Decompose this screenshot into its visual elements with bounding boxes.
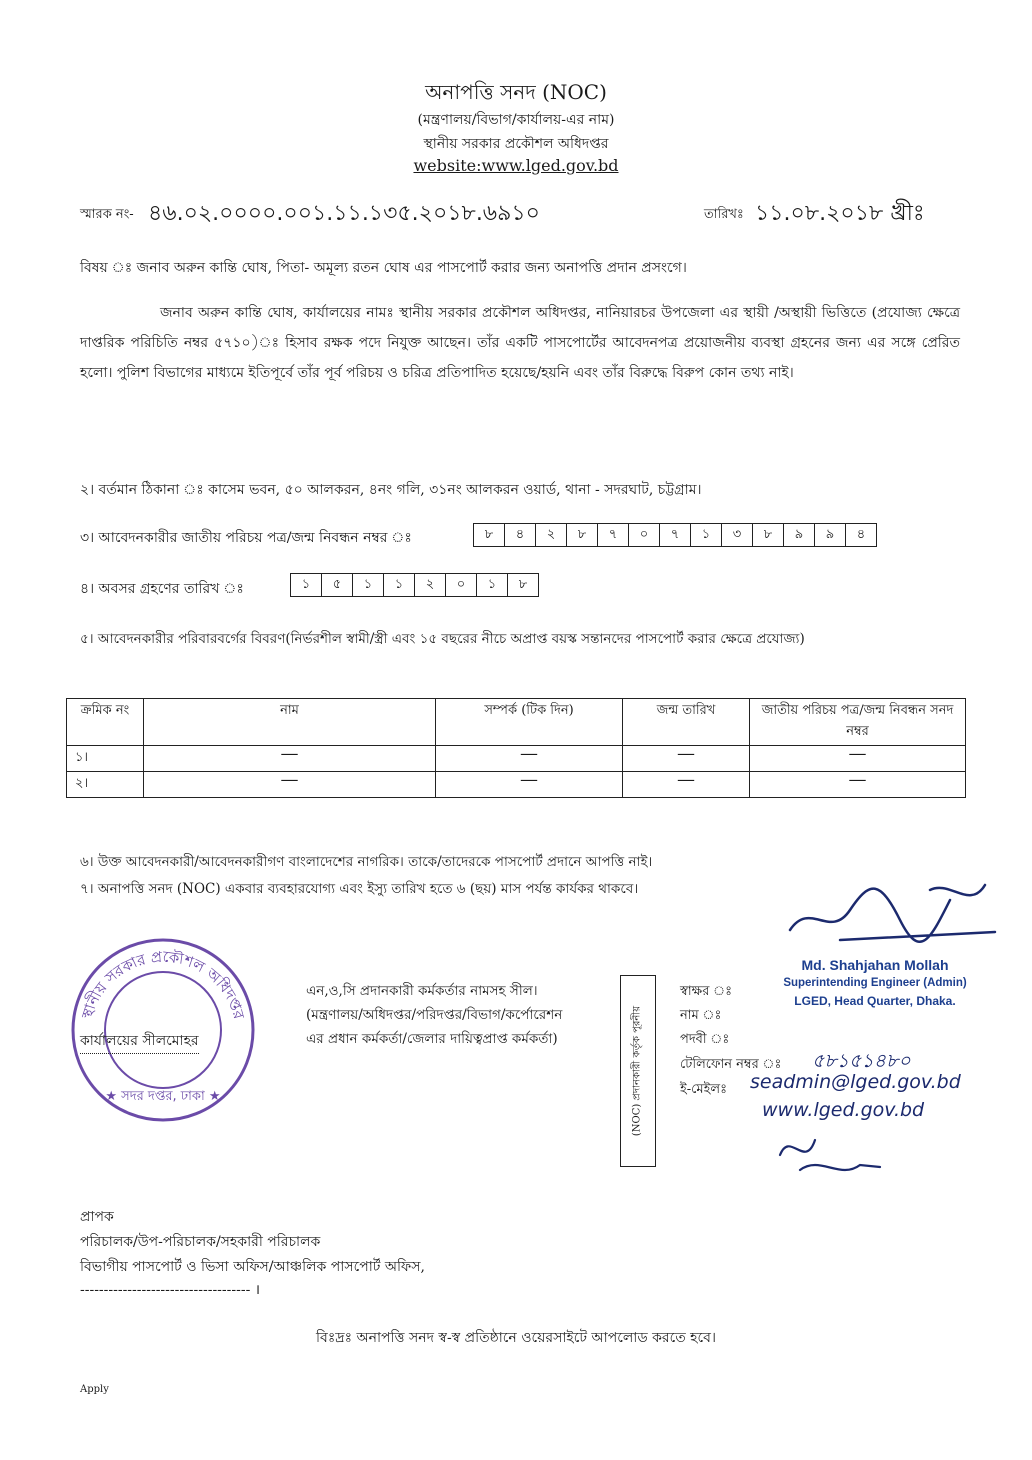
recipient-line1: পরিচালক/উপ-পরিচালক/সহকারী পরিচালক <box>80 1234 321 1250</box>
seal-ring-text: স্থানীয় সরকার প্রকৌশল অধিদপ্তর <box>77 947 249 1021</box>
retirement-digit: ১ <box>291 574 322 596</box>
phone-label: টেলিফোন নম্বর ঃ <box>680 1057 782 1072</box>
cell-birth-date: — <box>623 746 750 772</box>
retirement-date-label: ৪। অবসর গ্রহণের তারিখ ঃ <box>80 581 244 597</box>
nid-digit: ৯ <box>784 524 815 546</box>
nid-digit: ৮ <box>567 524 598 546</box>
svg-text:স্থানীয় সরকার প্রকৌশল অধিদপ্ত <box>78 947 249 1022</box>
col-serial: ক্রমিক নং <box>67 699 144 746</box>
nid-digit: ৪ <box>505 524 536 546</box>
retirement-digit: ২ <box>415 574 446 596</box>
col-relation: সম্পর্ক (টিক দিন) <box>436 699 623 746</box>
web-value: www.lged.gov.bd <box>762 1099 925 1121</box>
upload-note: বিঃদ্রঃ অনাপত্তি সনদ স্ব-স্ব প্রতিষ্ঠানে ওয়েরসাইটে আপলোড করতে হবে। <box>316 1330 716 1346</box>
website-link[interactable]: website:www.lged.gov.bd <box>413 156 619 175</box>
retirement-date-boxes <box>290 573 539 597</box>
nid-digit: ২ <box>536 524 567 546</box>
document-title: অনাপত্তি সনদ (NOC) <box>425 80 607 104</box>
handwritten-signature <box>780 870 1010 950</box>
retirement-digit: ০ <box>446 574 477 596</box>
officer-note-line1: এন,ও,সি প্রদানকারী কর্মকর্তার নামসহ সীল। <box>306 983 538 999</box>
cell-relation: — <box>436 746 623 772</box>
officer-note-line3: এর প্রধান কর্মকর্তা/জেলার দায়িত্বপ্রাপ্ত কর্মকর্তা) <box>306 1031 558 1047</box>
nid-digit: ৩ <box>722 524 753 546</box>
designation-label: পদবী ঃ <box>680 1032 730 1047</box>
nid-digit: ১ <box>691 524 722 546</box>
table-row <box>67 746 966 772</box>
retirement-digit: ৫ <box>322 574 353 596</box>
nid-digit: ৮ <box>474 524 505 546</box>
cell-name: — <box>144 772 436 798</box>
retirement-digit: ১ <box>384 574 415 596</box>
signer-office: LGED, Head Quarter, Dhaka. <box>794 994 956 1008</box>
nid-digit: ৯ <box>815 524 846 546</box>
family-table <box>66 698 966 798</box>
nid-digit: ৪ <box>856 527 866 542</box>
office-name: স্থানীয় সরকার প্রকৌশল অধিদপ্তর <box>423 136 609 152</box>
ministry-name-hint: (মন্ত্রণালয়/বিভাগ/কার্যালয়-এর নাম) <box>417 112 615 128</box>
citizenship-statement: ৬। উক্ত আবেদনকারী/আবেদনকারীগণ বাংলাদেশের নাগরিক। তাকে/তাদেরকে পাসপোর্ট প্রদানে আপত্তি নাই। <box>80 854 653 870</box>
body-paragraph: জনাব অরুন কান্তি ঘোষ, কার্যালয়ের নামঃ স্থানীয় সরকার প্রকৌশল অধিদপ্তর, নানিয়ারচর উপজেলা এর স্থায়ী /অস্থায়ী ভিত্তিতে (প্রযোজ্য ক্ষেত্রে দাপ্তরিক পরিচিতি নম্বর ৫৭১০)ঃ হিসাব রক্ষক পদে নিযুক্ত আছেন। তাঁর একটি পাসপোর্টের আবেদনপত্র প্রয়োজনীয় ব্যবস্থা গ্রহনের জন্য এর সঙ্গে প্রেরিত হলো। পুলিশ বিভাগের মাধ্যমে ইতিপূর্বে তাঁর পূর্ব পরিচয় ও চরিত্র প্রতিপাদিত হয়েছে/হয়নি এবং তাঁর বিরুদ্ধে বিরুপ কোন তথ্য নাই। <box>80 305 960 381</box>
email-label: ই-মেইলঃ <box>680 1082 728 1097</box>
subject-line: বিষয় ঃ জনাব অরুন কান্তি ঘোষ, পিতা- অমূল্য রতন ঘোষ এর পাসপোর্ট করার জন্য অনাপত্তি প্রদান প্রসংগে। <box>80 260 687 276</box>
current-address: ২। বর্তমান ঠিকানা ঃ কাসেম ভবন, ৫০ আলকরন, ৪নং গলি, ৩১নং আলকরন ওয়ার্ড, থানা - সদরঘাট, চট্টগ্রাম। <box>80 482 702 498</box>
initials-scribble <box>770 1125 890 1185</box>
retirement-digit: ১ <box>353 574 384 596</box>
retirement-digit: ৮ <box>518 577 528 592</box>
col-nid: জাতীয় পরিচয় পত্র/জন্ম নিবন্ধন সনদ নম্বর <box>750 699 966 746</box>
noc-vertical-box <box>620 975 656 1167</box>
cell-nid: — <box>750 746 966 772</box>
nid-digit: ৮ <box>753 524 784 546</box>
memo-label: স্মারক নং- <box>80 207 134 222</box>
retirement-digit: ১ <box>477 574 508 596</box>
recipient-line3: ------------------------------------ । <box>80 1282 261 1298</box>
cell-nid: — <box>750 772 966 798</box>
nid-digit: ০ <box>629 524 660 546</box>
date-label: তারিখঃ <box>704 207 744 222</box>
seal-bottom-text: ★ সদর দপ্তর, ঢাকা ★ <box>105 1089 221 1104</box>
signer-title: Superintending Engineer (Admin) <box>783 977 967 989</box>
officer-note-line2: (মন্ত্রণালয়/অধিদপ্তর/পরিদপ্তর/বিভাগ/কর্পোরেশন <box>306 1007 563 1023</box>
nid-digit-boxes <box>473 523 877 547</box>
seal-label: কার্যালয়ের সীলমোহর <box>80 1029 199 1054</box>
recipient-line2: বিভাগীয় পাসপোর্ট ও ভিসা অফিস/আঞ্চলিক পাসপোর্ট অফিস, <box>80 1259 425 1275</box>
family-section-heading: ৫। আবেদনকারীর পরিবারবর্গের বিবরণ(নির্ভরশীল স্বামী/স্ত্রী এবং ১৫ বছরের নীচে অপ্রাপ্ত বয়স্ক সন্তানদের পাসপোর্ট করার ক্ষেত্রে প্রযোজ্য) <box>80 631 805 647</box>
phone-value: ৫৮১৫১৪৮০ <box>812 1050 911 1072</box>
cell-birth-date: — <box>623 772 750 798</box>
memo-number: ৪৬.০২.০০০০.০০১.১১.১৩৫.২০১৮.৬৯১০ <box>148 201 540 226</box>
cell-relation: — <box>436 772 623 798</box>
name-label: নাম ঃ <box>680 1008 722 1023</box>
nid-digit: ৭ <box>598 524 629 546</box>
email-value: seadmin@lged.gov.bd <box>750 1071 961 1093</box>
nid-digit: ৭ <box>660 524 691 546</box>
col-name: নাম <box>144 699 436 746</box>
table-row <box>67 772 966 798</box>
vertical-box-text: (NOC) প্রদানকারী কর্তৃক পূরনীয় <box>631 1005 643 1137</box>
sign-label: স্বাক্ষর ঃ <box>680 984 733 999</box>
signer-name: Md. Shahjahan Mollah <box>801 957 949 973</box>
footer-tag: Apply <box>80 1384 109 1395</box>
cell-serial: ১। <box>67 746 144 772</box>
validity-statement: ৭। অনাপত্তি সনদ (NOC) একবার ব্যবহারযোগ্য এবং ইস্যু তারিখ হতে ৬ (ছয়) মাস পর্যন্ত কার্যকর থাকবে। <box>80 881 639 897</box>
memo-date: ১১.০৮.২০১৮ খ্রীঃ <box>755 201 925 226</box>
table-header-row <box>67 699 966 746</box>
col-birth-date: জন্ম তারিখ <box>623 699 750 746</box>
recipient-label: প্রাপক <box>80 1209 114 1225</box>
cell-serial: ২। <box>67 772 144 798</box>
nid-label: ৩। আবেদনকারীর জাতীয় পরিচয় পত্র/জন্ম নিবন্ধন নম্বর ঃ <box>80 530 412 546</box>
cell-name: — <box>144 746 436 772</box>
